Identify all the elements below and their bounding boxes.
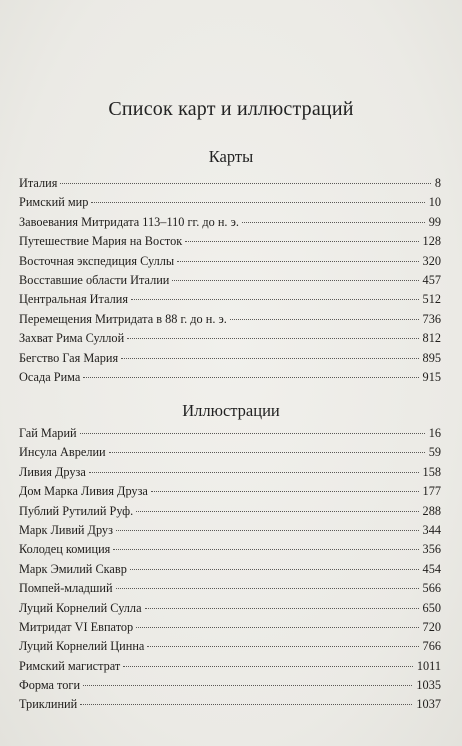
entry-page: 59	[428, 445, 441, 460]
entry-page: 454	[422, 561, 441, 576]
dot-leader	[172, 279, 418, 281]
entry-title: Луций Корнелий Цинна	[19, 639, 145, 654]
maps-list	[19, 174, 441, 387]
toc-entry	[19, 521, 441, 540]
entry-page: 356	[422, 542, 441, 557]
toc-entry	[19, 637, 441, 656]
toc-entry	[19, 502, 441, 521]
entry-page: 915	[422, 369, 441, 384]
entry-title: Помпей-младший	[19, 581, 113, 596]
entry-page: 895	[422, 350, 441, 365]
entry-title: Римский мир	[19, 195, 89, 210]
toc-entry	[19, 482, 441, 501]
dot-leader	[151, 490, 419, 492]
entry-page: 344	[422, 522, 441, 537]
entry-title: Римский магистрат	[19, 658, 121, 673]
entry-page: 812	[422, 331, 441, 346]
entry-title: Митридат VI Евпатор	[19, 619, 134, 634]
dot-leader	[121, 357, 418, 359]
dot-leader	[230, 318, 419, 320]
entry-page: 720	[422, 619, 441, 634]
toc-entry	[19, 618, 441, 637]
entry-page: 512	[422, 292, 441, 307]
toc-entry	[19, 290, 441, 309]
entry-title: Марк Ливий Друз	[19, 522, 113, 537]
entry-page: 320	[422, 253, 441, 268]
entry-title: Публий Рутилий Руф.	[19, 503, 134, 518]
dot-leader	[185, 240, 418, 242]
entry-page: 566	[422, 581, 441, 596]
maps-section-title: Карты	[208, 147, 254, 166]
toc-entry	[19, 271, 441, 290]
entry-page: 1037	[416, 697, 441, 712]
entry-title: Завоевания Митридата 113–110 гг. до н. э.	[19, 214, 239, 229]
entry-page: 99	[428, 214, 441, 229]
toc-entry	[19, 329, 441, 348]
entry-page: 736	[422, 311, 441, 326]
dot-leader	[83, 684, 412, 686]
dot-leader	[116, 587, 419, 589]
toc-entry	[19, 657, 441, 676]
toc-entry	[19, 232, 441, 251]
toc-entry	[19, 443, 441, 462]
toc-entry	[19, 349, 441, 368]
dot-leader	[91, 201, 424, 203]
entry-title: Италия	[19, 176, 58, 190]
toc-entry	[19, 599, 441, 618]
dot-leader	[177, 260, 418, 262]
toc-entry	[19, 560, 441, 579]
entry-page: 1035	[416, 678, 441, 693]
dot-leader	[130, 568, 419, 570]
toc-entry	[19, 424, 441, 443]
illustrations-list	[19, 424, 441, 715]
entry-title: Осада Рима	[19, 369, 81, 384]
entry-title: Триклиний	[19, 697, 78, 712]
entry-title: Восставшие области Италии	[19, 272, 170, 287]
dot-leader	[80, 703, 412, 705]
dot-leader	[136, 510, 418, 512]
toc-entry	[19, 579, 441, 598]
entry-page: 650	[422, 600, 441, 615]
entry-page: 177	[422, 484, 441, 499]
entry-title: Колодец комиция	[19, 542, 111, 557]
dot-leader	[123, 665, 413, 667]
dot-leader	[89, 471, 419, 473]
toc-entry	[19, 676, 441, 695]
dot-leader	[127, 337, 418, 339]
page-title: Список карт и иллюстраций	[108, 98, 354, 120]
entry-page: 766	[422, 639, 441, 654]
entry-page: 457	[422, 272, 441, 287]
dot-leader	[109, 451, 425, 453]
entry-title: Инсула Аврелии	[19, 445, 106, 460]
toc-entry	[19, 174, 441, 193]
toc-entry	[19, 463, 441, 482]
entry-page: 10	[428, 195, 441, 210]
dot-leader	[113, 548, 418, 550]
entry-page: 16	[428, 426, 441, 440]
dot-leader	[147, 645, 418, 647]
dot-leader	[60, 182, 430, 184]
entry-title: Гай Марий	[19, 426, 77, 440]
toc-entry	[19, 695, 441, 714]
entry-title: Форма тоги	[19, 678, 81, 693]
toc-entry	[19, 213, 441, 232]
entry-page: 1011	[416, 658, 441, 673]
dot-leader	[242, 221, 425, 223]
dot-leader	[83, 376, 418, 378]
entry-title: Путешествие Мария на Восток	[19, 234, 183, 249]
dot-leader	[145, 607, 419, 609]
dot-leader	[131, 298, 419, 300]
entry-title: Восточная экспедиция Суллы	[19, 253, 175, 268]
entry-page: 128	[422, 234, 441, 249]
entry-page: 158	[422, 464, 441, 479]
entry-title: Луций Корнелий Сулла	[19, 600, 142, 615]
toc-entry	[19, 310, 441, 329]
entry-title: Дом Марка Ливия Друза	[19, 484, 148, 499]
entry-title: Центральная Италия	[19, 292, 129, 307]
entry-title: Захват Рима Суллой	[19, 331, 125, 346]
toc-entry	[19, 540, 441, 559]
entry-page: 8	[434, 176, 441, 190]
entry-title: Перемещения Митридата в 88 г. до н. э.	[19, 311, 227, 326]
entry-page: 288	[422, 503, 441, 518]
toc-entry	[19, 193, 441, 212]
toc-entry	[19, 252, 441, 271]
entry-title: Марк Эмилий Скавр	[19, 561, 127, 576]
dot-leader	[116, 529, 419, 531]
illustrations-section-title: Иллюстрации	[182, 401, 280, 420]
dot-leader	[80, 432, 425, 434]
entry-title: Ливия Друза	[19, 464, 86, 479]
toc-entry	[19, 368, 441, 387]
entry-title: Бегство Гая Мария	[19, 350, 119, 365]
dot-leader	[136, 626, 418, 628]
